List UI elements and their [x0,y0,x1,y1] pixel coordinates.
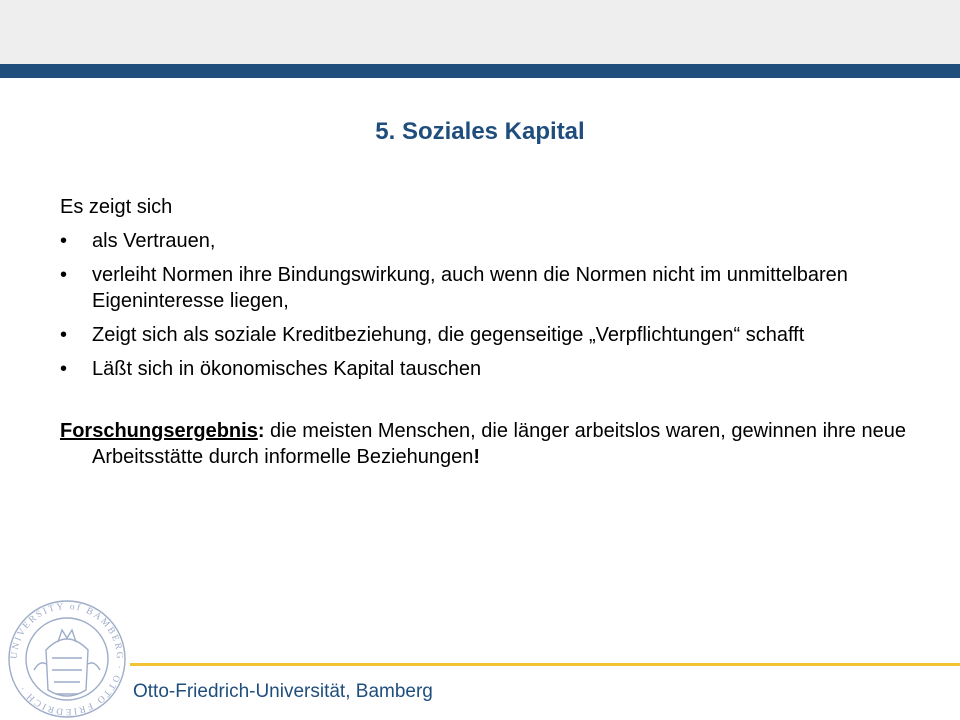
bullet-text: verleiht Normen ihre Bindungswirkung, auch wenn die Normen nicht im unmittelbaren Eigeninteresse liegen, [92,264,848,312]
finding-label: Forschungsergebnis [60,420,258,442]
bullet-icon: • [60,358,68,380]
bullet-item [60,262,910,314]
bullet-icon: • [60,230,68,252]
bullet-icon: • [60,264,68,286]
bullet-item [60,228,910,254]
finding-text: die meisten Menschen, die länger arbeitslos waren, gewinnen ihre neue Arbeitsstätte durch informelle Beziehungen [92,420,906,468]
header-band [0,0,960,64]
bullet-item [60,322,910,348]
bullet-item [60,356,910,382]
header-bar [0,64,960,78]
intro-text: Es zeigt sich [60,196,173,218]
seal-ring-text: UNIVERSITY of BAMBERG · OTTO FRIEDRICH · [9,601,125,717]
footer-line [130,663,960,666]
slide-body [60,194,910,470]
bullet-list [60,228,910,382]
research-finding [60,418,910,470]
finding-exclamation: ! [473,446,480,468]
footer-university-name: Otto-Friedrich-Universität, Bamberg [133,681,433,702]
bullet-icon: • [60,324,68,346]
finding-colon: : [257,420,265,442]
university-seal-icon [6,598,128,720]
bullet-text: als Vertrauen, [92,230,216,252]
bullet-text: Läßt sich in ökonomisches Kapital tauschen [92,358,482,380]
slide-title: 5. Soziales Kapital [375,118,585,145]
bullet-text: Zeigt sich als soziale Kreditbeziehung, die gegenseitige „Verpflichtungen“ schafft [92,324,805,346]
